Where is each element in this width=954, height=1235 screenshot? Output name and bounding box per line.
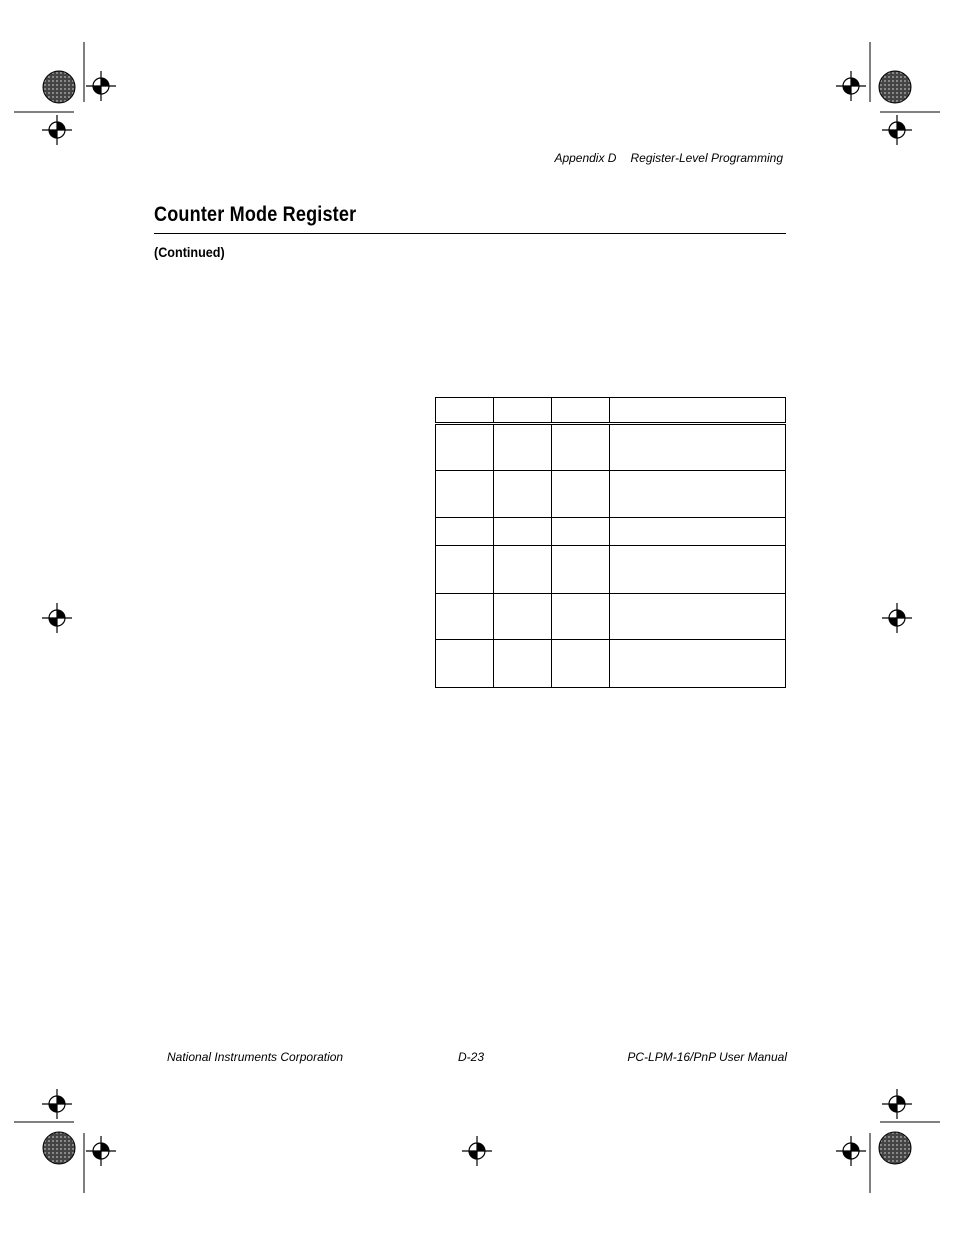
- starburst-top-right: [879, 71, 911, 103]
- registration-target: [42, 1089, 72, 1119]
- header-section: Appendix D: [554, 151, 617, 165]
- registration-target: [836, 71, 866, 101]
- registration-target: [462, 1136, 492, 1166]
- footer-company: National Instruments Corporation: [167, 1050, 344, 1064]
- registration-target: [836, 1136, 866, 1166]
- registration-target: [86, 71, 116, 101]
- page-subtitle: (Continued): [154, 244, 225, 260]
- registration-target: [882, 1089, 912, 1119]
- header-chapter: Register-Level Programming: [630, 151, 783, 165]
- starburst-bottom-left: [43, 1132, 75, 1164]
- registration-target: [42, 115, 72, 145]
- starburst-bottom-right: [879, 1132, 911, 1164]
- page-title: Counter Mode Register: [154, 203, 357, 226]
- starburst-top-left: [43, 71, 75, 103]
- registration-target: [86, 1136, 116, 1166]
- footer-page-number: D-23: [458, 1050, 485, 1064]
- registration-target: [42, 603, 72, 633]
- footer-manual: PC-LPM-16/PnP User Manual: [627, 1050, 787, 1064]
- registration-target: [882, 115, 912, 145]
- registration-target: [882, 603, 912, 633]
